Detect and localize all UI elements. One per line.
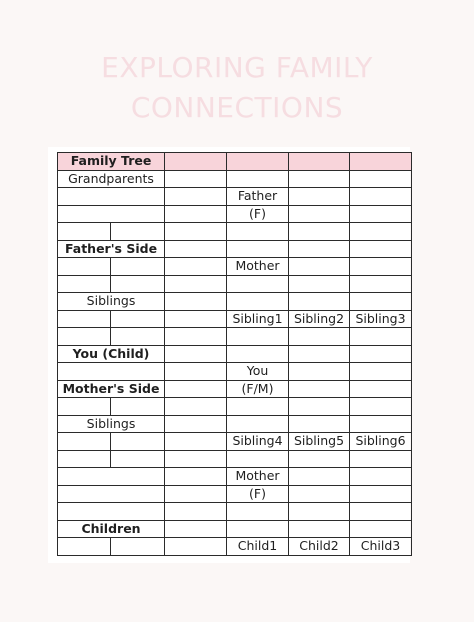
table-cell bbox=[111, 538, 165, 556]
title-line-2: CONNECTIONS bbox=[130, 91, 344, 124]
table-cell bbox=[165, 328, 227, 346]
table-cell bbox=[289, 520, 350, 538]
table-cell bbox=[350, 520, 412, 538]
table-cell bbox=[58, 258, 111, 276]
table-cell bbox=[350, 188, 412, 206]
table-cell: Sibling3 bbox=[350, 310, 412, 328]
table-cell bbox=[165, 275, 227, 293]
table-cell bbox=[58, 188, 165, 206]
table-cell bbox=[289, 293, 350, 311]
table-cell bbox=[165, 345, 227, 363]
table-cell bbox=[165, 415, 227, 433]
table-cell bbox=[165, 380, 227, 398]
table-cell bbox=[289, 503, 350, 521]
table-cell bbox=[227, 398, 289, 416]
table-cell bbox=[58, 223, 111, 241]
table-cell bbox=[350, 485, 412, 503]
table-row bbox=[58, 170, 412, 188]
table-cell bbox=[289, 380, 350, 398]
table-cell: You bbox=[227, 363, 289, 381]
table-cell bbox=[58, 310, 111, 328]
table-row bbox=[58, 240, 412, 258]
table-cell bbox=[165, 205, 227, 223]
title-line-1: EXPLORING FAMILY bbox=[101, 51, 373, 84]
table-row bbox=[58, 258, 412, 276]
table-cell bbox=[227, 275, 289, 293]
table-cell bbox=[58, 468, 165, 486]
table-row bbox=[58, 293, 412, 311]
table-cell bbox=[350, 503, 412, 521]
table-cell bbox=[165, 538, 227, 556]
table-cell bbox=[111, 433, 165, 451]
table-cell bbox=[289, 468, 350, 486]
table-cell bbox=[289, 450, 350, 468]
table-cell: Sibling2 bbox=[289, 310, 350, 328]
table-cell bbox=[58, 433, 111, 451]
table-cell: Child1 bbox=[227, 538, 289, 556]
table-cell bbox=[111, 328, 165, 346]
table-cell bbox=[227, 503, 289, 521]
table-cell bbox=[227, 240, 289, 258]
table-cell bbox=[227, 520, 289, 538]
table-cell bbox=[350, 363, 412, 381]
table-cell bbox=[289, 345, 350, 363]
table-cell: (F/M) bbox=[227, 380, 289, 398]
table-cell bbox=[165, 433, 227, 451]
table-cell: (F) bbox=[227, 205, 289, 223]
table-cell bbox=[111, 275, 165, 293]
table-cell bbox=[165, 223, 227, 241]
table-cell bbox=[289, 485, 350, 503]
table-cell bbox=[58, 205, 165, 223]
table-cell bbox=[350, 258, 412, 276]
family-tree-table bbox=[57, 152, 412, 556]
table-row bbox=[58, 503, 412, 521]
table-cell: Mother bbox=[227, 468, 289, 486]
table-cell: Grandparents bbox=[58, 170, 165, 188]
table-cell: Child3 bbox=[350, 538, 412, 556]
table-row bbox=[58, 450, 412, 468]
table-cell bbox=[350, 205, 412, 223]
table-cell bbox=[227, 415, 289, 433]
table-cell bbox=[289, 223, 350, 241]
table-cell bbox=[111, 223, 165, 241]
table-cell bbox=[165, 450, 227, 468]
table-cell bbox=[165, 363, 227, 381]
table-cell: Sibling6 bbox=[350, 433, 412, 451]
table-cell bbox=[350, 275, 412, 293]
table-row bbox=[58, 380, 412, 398]
table-cell bbox=[289, 258, 350, 276]
table-row bbox=[58, 363, 412, 381]
table-row bbox=[58, 188, 412, 206]
table-cell bbox=[58, 485, 165, 503]
table-cell bbox=[350, 240, 412, 258]
table-cell bbox=[227, 293, 289, 311]
table-cell bbox=[165, 293, 227, 311]
table-cell bbox=[165, 170, 227, 188]
table-cell: You (Child) bbox=[58, 345, 165, 363]
table-cell bbox=[289, 415, 350, 433]
table-row bbox=[58, 153, 412, 171]
table-row bbox=[58, 345, 412, 363]
table-cell bbox=[111, 398, 165, 416]
table-cell bbox=[58, 538, 111, 556]
table-cell bbox=[350, 450, 412, 468]
table-cell bbox=[58, 450, 111, 468]
table-cell bbox=[165, 468, 227, 486]
table-row bbox=[58, 520, 412, 538]
table-cell bbox=[289, 153, 350, 171]
table-cell bbox=[58, 275, 111, 293]
table-cell bbox=[350, 415, 412, 433]
table-cell bbox=[350, 345, 412, 363]
table-cell bbox=[165, 503, 227, 521]
table-row bbox=[58, 398, 412, 416]
table-cell bbox=[227, 450, 289, 468]
table-cell bbox=[350, 328, 412, 346]
table-cell bbox=[111, 258, 165, 276]
table-cell bbox=[289, 188, 350, 206]
table-cell bbox=[111, 450, 165, 468]
table-cell bbox=[58, 503, 165, 521]
table-row bbox=[58, 275, 412, 293]
table-cell: Siblings bbox=[58, 293, 165, 311]
table-cell bbox=[165, 188, 227, 206]
table-cell bbox=[111, 310, 165, 328]
table-cell: Siblings bbox=[58, 415, 165, 433]
table-cell bbox=[350, 380, 412, 398]
table-cell bbox=[289, 170, 350, 188]
table-cell: Mother's Side bbox=[58, 380, 165, 398]
table-row bbox=[58, 223, 412, 241]
table-cell: Sibling1 bbox=[227, 310, 289, 328]
table-row bbox=[58, 485, 412, 503]
table-row bbox=[58, 310, 412, 328]
table-cell bbox=[289, 240, 350, 258]
table-cell: Family Tree bbox=[58, 153, 165, 171]
table-cell bbox=[289, 205, 350, 223]
table-cell bbox=[289, 398, 350, 416]
table-cell bbox=[350, 468, 412, 486]
table-cell bbox=[350, 153, 412, 171]
document-title bbox=[0, 48, 474, 128]
table-cell bbox=[165, 240, 227, 258]
table-cell: Children bbox=[58, 520, 165, 538]
table-cell bbox=[58, 363, 165, 381]
table-cell bbox=[350, 223, 412, 241]
table-cell bbox=[165, 485, 227, 503]
table-cell bbox=[289, 275, 350, 293]
table-cell bbox=[227, 170, 289, 188]
table-cell bbox=[227, 328, 289, 346]
table-cell bbox=[227, 153, 289, 171]
table-row bbox=[58, 415, 412, 433]
table-cell: Father's Side bbox=[58, 240, 165, 258]
table-row bbox=[58, 328, 412, 346]
table-cell bbox=[350, 293, 412, 311]
table-cell: Child2 bbox=[289, 538, 350, 556]
table-cell: Sibling4 bbox=[227, 433, 289, 451]
table-cell bbox=[350, 170, 412, 188]
table-cell bbox=[165, 153, 227, 171]
table-cell bbox=[289, 328, 350, 346]
table-cell: (F) bbox=[227, 485, 289, 503]
table-cell: Mother bbox=[227, 258, 289, 276]
table-row bbox=[58, 205, 412, 223]
table-cell bbox=[227, 345, 289, 363]
table-cell bbox=[165, 398, 227, 416]
table-cell bbox=[58, 328, 111, 346]
table-cell: Sibling5 bbox=[289, 433, 350, 451]
table-cell bbox=[165, 310, 227, 328]
table-cell bbox=[227, 223, 289, 241]
table-cell bbox=[58, 398, 111, 416]
table-cell bbox=[165, 520, 227, 538]
table-cell bbox=[289, 363, 350, 381]
table-row bbox=[58, 433, 412, 451]
table-cell bbox=[350, 398, 412, 416]
table-cell bbox=[165, 258, 227, 276]
table-cell: Father bbox=[227, 188, 289, 206]
table-row bbox=[58, 468, 412, 486]
table-row bbox=[58, 538, 412, 556]
